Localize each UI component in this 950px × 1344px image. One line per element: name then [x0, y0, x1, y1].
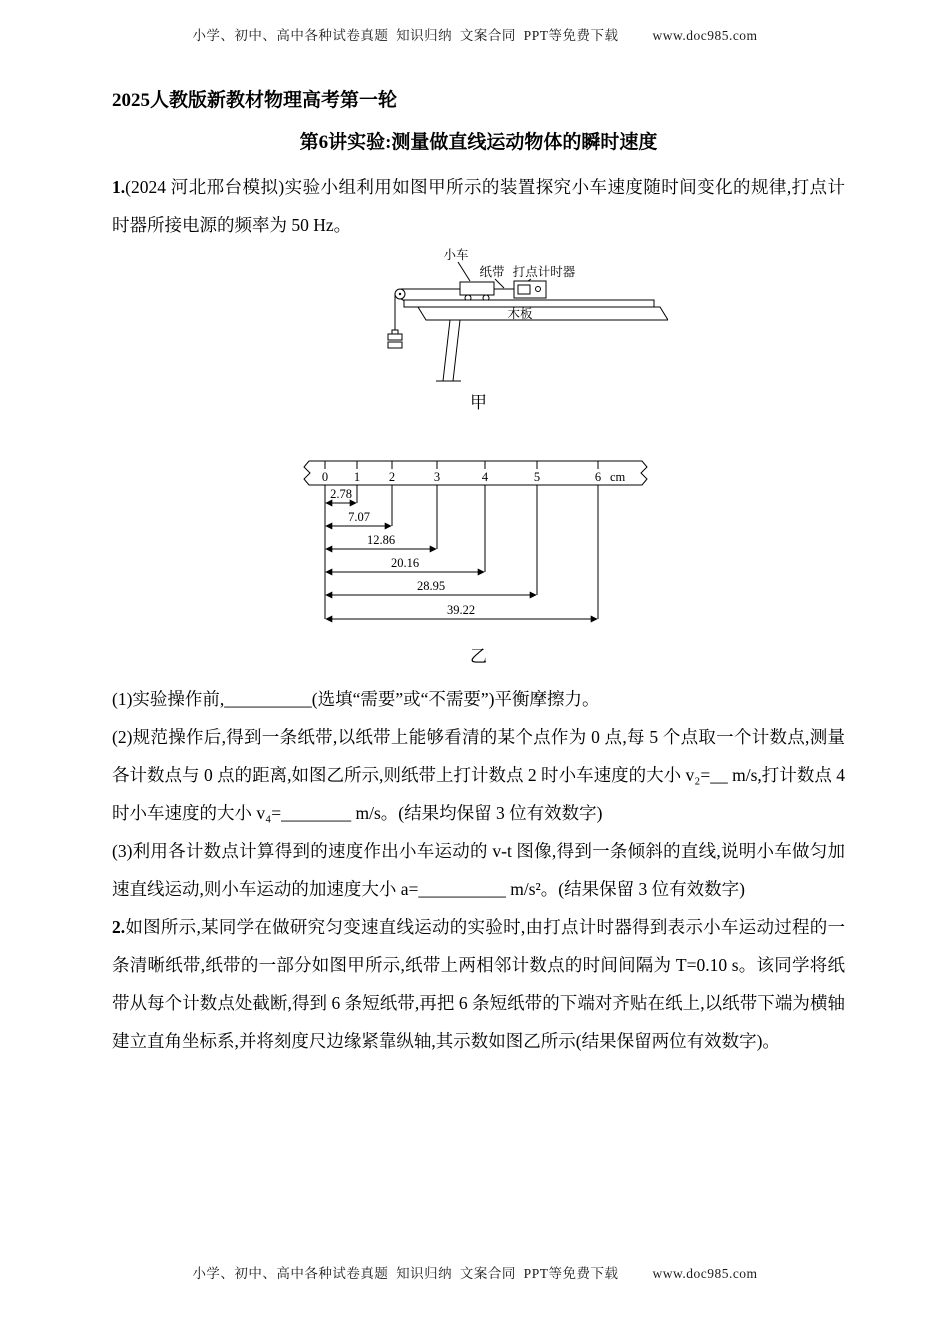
- tape-diagram: [295, 452, 655, 632]
- page-header: [0, 24, 950, 44]
- lesson-title: 第6讲实验:测量做直线运动物体的瞬时速度: [299, 132, 658, 153]
- header-links-text: 小学、初中、高中各种试卷真题 知识归纳 文案合同 PPT等免费下载: [192, 28, 619, 43]
- tape-leader-line: [495, 279, 504, 288]
- header-site-url[interactable]: www.doc985.com: [652, 28, 758, 43]
- cart: [460, 282, 494, 301]
- tick-label-2: 2: [388, 470, 396, 484]
- measurement-row-6: [326, 603, 597, 619]
- figure-apparatus: [368, 248, 845, 388]
- timer-label: 打点计时器: [512, 265, 576, 279]
- measurement-row-5: [326, 579, 536, 595]
- tick-extension-lines: [325, 485, 598, 619]
- question-1-part-3: (3)利用各计数点计算得到的速度作出小车运动的 v-t 图像,得到一条倾斜的直线,说明小车做匀加速直线运动,则小车运动的加速度大小 a=__________ m/s²。(结果保留 3 位有效数字): [112, 841, 845, 899]
- distance-0-2: 7.07: [348, 510, 370, 524]
- wooden-board: [404, 300, 654, 307]
- distance-0-1: 2.78: [330, 487, 352, 501]
- distance-0-6: 39.22: [446, 603, 476, 617]
- footer-site-url[interactable]: www.doc985.com: [652, 1266, 758, 1281]
- unit-label-cm: cm: [610, 470, 626, 484]
- tick-label-5: 5: [533, 470, 541, 484]
- distance-0-5: 28.95: [416, 579, 446, 593]
- cart-label: 小车: [443, 248, 469, 262]
- table-top: [418, 307, 668, 320]
- figure-tape-caption: 乙: [470, 647, 487, 666]
- tick-label-3: 3: [433, 470, 441, 484]
- measurement-row-2: [326, 510, 391, 526]
- page-footer: [0, 1262, 950, 1282]
- series-title: 2025人教版新教材物理高考第一轮: [112, 90, 398, 111]
- question-2-intro: [112, 908, 845, 1060]
- tick-label-4: 4: [481, 470, 489, 484]
- measurement-row-1: [326, 487, 356, 503]
- question-2-number: 2.: [112, 917, 126, 937]
- apparatus-diagram: [368, 248, 668, 388]
- tape-label: 纸带: [479, 265, 505, 279]
- cart-leader-line: [458, 262, 470, 281]
- question-1-intro: [112, 168, 845, 244]
- tick-label-6: 6: [594, 470, 602, 484]
- question-1-intro-text: (2024 河北邢台模拟)实验小组利用如图甲所示的装置探究小车速度随时间变化的规律,打点计时器所接电源的频率为 50 Hz。: [112, 177, 845, 235]
- tick-label-0: 0: [321, 470, 329, 484]
- question-1-part-2: (2)规范操作后,得到一条纸带,以纸带上能够看清的某个点作为 0 点,每 5 个点取一个计数点,测量各计数点与 0 点的距离,如图乙所示,则纸带上打计数点 2 时小车速度的大小 v₂=__ m/s,打计数点 4 时小车速度的大小 v₄=________ m/s。(结果均保留 3 位有效数字): [112, 727, 845, 823]
- distance-0-4: 20.16: [390, 556, 420, 570]
- table-legs: [436, 320, 461, 381]
- hanging-weight: [388, 294, 402, 348]
- footer-links-text: 小学、初中、高中各种试卷真题 知识归纳 文案合同 PPT等免费下载: [192, 1266, 619, 1281]
- question-1-part-1: (1)实验操作前,__________(选填“需要”或“不需要”)平衡摩擦力。: [112, 689, 600, 709]
- distance-0-3: 12.86: [366, 533, 396, 547]
- question-1-number: 1.: [112, 177, 126, 197]
- figure-apparatus-caption: 甲: [470, 393, 487, 412]
- measurement-row-3: [326, 533, 436, 549]
- tick-label-1: 1: [353, 470, 361, 484]
- document-body: [112, 80, 845, 1060]
- measurement-row-4: [326, 556, 484, 572]
- question-2-intro-text: 如图所示,某同学在做研究匀变速直线运动的实验时,由打点计时器得到表示小车运动过程的一条清晰纸带,纸带的一部分如图甲所示,纸带上两相邻计数点的时间间隔为 T=0.10 s。该同学将纸带从每个计数点处截断,得到 6 条短纸带,再把 6 条短纸带的下端对齐贴在纸上,以纸带下端为横轴建立直角坐标系,并将刻度尺边缘紧靠纵轴,其示数如图乙所示(结果保留两位有效数字)。: [112, 917, 845, 1051]
- board-label: 木板: [507, 307, 533, 321]
- ticker-timer: [514, 281, 546, 298]
- figure-tape-measurements: [295, 452, 845, 632]
